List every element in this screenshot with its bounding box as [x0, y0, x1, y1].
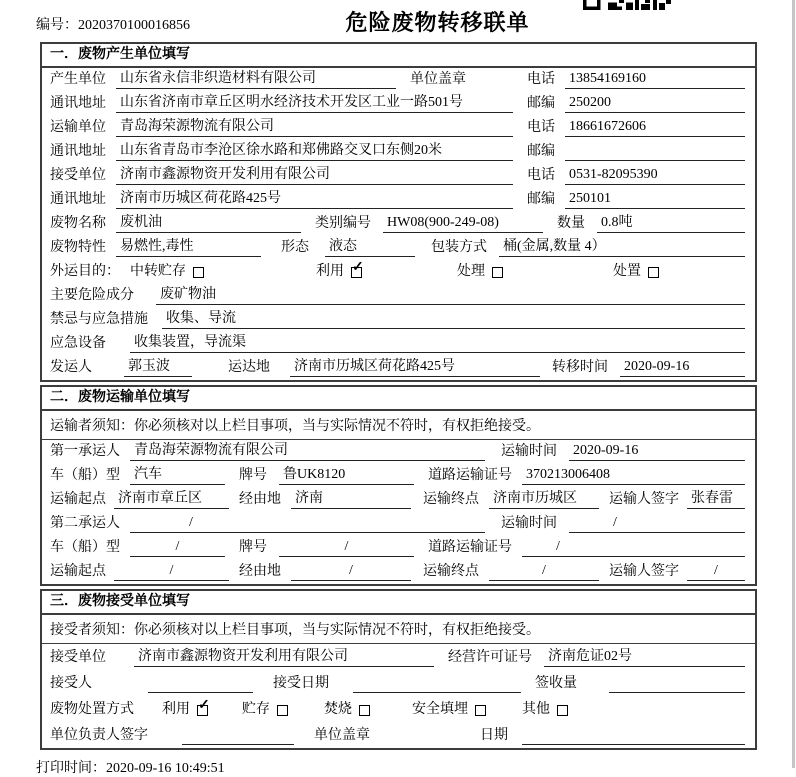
transporter-value-field: 青岛海荣源物流有限公司: [116, 117, 513, 137]
print-time-label: 打印时间：: [36, 761, 106, 776]
address-label: 通讯地址: [50, 96, 106, 111]
receive-unit-label: 接受单位: [50, 650, 106, 665]
end-label: 运输终点: [423, 564, 479, 579]
via-label: 经由地: [239, 492, 281, 507]
received-amount-field: [609, 674, 745, 693]
road2-field: /: [522, 537, 745, 557]
vehicle1-row: [42, 464, 755, 488]
category-label: 类别编号: [315, 216, 371, 231]
sign1-field: 张春雷: [687, 489, 745, 509]
waste-character-row: [42, 236, 755, 260]
carrier1-row: [42, 440, 755, 464]
option-label: 中转贮存: [130, 264, 186, 279]
disposal-option-utilize: [162, 700, 208, 719]
leader-sign-field: [182, 726, 294, 745]
equipment-label: 应急设备: [50, 336, 106, 351]
received-amount-label: 签收量: [535, 676, 577, 691]
quantity-field: 0.8吨: [597, 213, 745, 233]
transporter-postcode-field: [565, 142, 745, 161]
checkbox-icon: [277, 705, 288, 716]
disposal-option-other: [522, 700, 568, 719]
taboo-field: 收集、导流: [162, 309, 745, 329]
option-label: 利用: [162, 702, 190, 717]
check-mark-icon: ✓: [198, 698, 210, 713]
postcode-label: 邮编: [527, 192, 555, 207]
producer-phone-field: 13854169160: [565, 69, 745, 89]
purpose-option-treat: [457, 262, 503, 281]
checkbox-icon: [648, 267, 659, 278]
receiver-postcode-field: 250101: [565, 189, 745, 209]
road-license-label: 道路运输证号: [428, 468, 512, 483]
disposal-label: 废物处置方式: [50, 702, 134, 717]
road1-field: 370213006408: [522, 465, 745, 485]
leader-sign-label: 单位负责人签字: [50, 728, 148, 743]
transporter-notice: 运输者须知：你必须核对以上栏目事项，当与实际情况不符时，有权拒绝接受。: [42, 411, 755, 440]
carrier2-label: 第二承运人: [50, 516, 120, 531]
hazard-field: 废矿物油: [156, 285, 745, 305]
option-label: 处置: [613, 264, 641, 279]
print-time: [36, 757, 796, 777]
transport-time2-field: /: [569, 513, 745, 533]
option-label: 贮存: [242, 702, 270, 717]
packing-field: 桶(金属,数量 4）: [499, 237, 745, 257]
option-label: 焚烧: [324, 702, 352, 717]
plate-label: 牌号: [239, 540, 267, 555]
shipper-field: 郭玉波: [124, 357, 192, 377]
purpose-option-utilize: [316, 262, 362, 281]
form-field: 液态: [325, 237, 415, 257]
option-label: 安全填埋: [412, 702, 468, 717]
print-time-value: 2020-09-16 10:49:51: [106, 761, 225, 776]
purpose-option-dispose: [613, 262, 659, 281]
phone-label: 电话: [527, 72, 555, 87]
checkbox-icon: [492, 267, 503, 278]
recipient-label: 接受人: [50, 676, 92, 691]
unit-seal-label: 单位盖章: [314, 728, 370, 743]
section-producer: [40, 42, 757, 382]
checkbox-icon: [557, 705, 568, 716]
disposal-option-incinerate: [324, 700, 370, 719]
vehicle-type-label: 车（船）型: [50, 540, 120, 555]
plate1-field: 鲁UK8120: [279, 465, 414, 485]
destination-field: 济南市历城区荷花路425号: [290, 357, 540, 377]
transporter-address-row: [42, 140, 755, 164]
sign-label: 运输人签字: [609, 564, 679, 579]
phone-label: 电话: [527, 168, 555, 183]
category-field: HW08(900-249-08): [383, 213, 543, 233]
receive-unit-row: [42, 644, 755, 670]
origin2-field: /: [114, 561, 229, 581]
recipient-field: [148, 674, 253, 693]
phone-label: 电话: [527, 120, 555, 135]
end1-field: 济南市历城区: [489, 489, 599, 509]
transporter-phone-field: 18661672606: [565, 117, 745, 137]
equipment-row: [42, 332, 755, 356]
transporter-row: [42, 116, 755, 140]
receiver-address-field: 济南市历城区荷花路425号: [116, 189, 513, 209]
character-field: 易燃性,毒性: [116, 237, 261, 257]
transport-time-label: 运输时间: [501, 444, 557, 459]
origin-label: 运输起点: [50, 564, 106, 579]
packing-label: 包装方式: [431, 240, 487, 255]
checkbox-icon: [475, 705, 486, 716]
transfer-time-field: 2020-09-16: [620, 357, 745, 377]
transporter-label: 运输单位: [50, 120, 106, 135]
serial-label: 编号：: [36, 18, 78, 33]
transport-time-label: 运输时间: [501, 516, 557, 531]
producer-value-field: 山东省永信非织造材料有限公司: [116, 69, 396, 89]
purpose-row: [42, 260, 755, 284]
transfer-time-label: 转移时间: [552, 360, 608, 375]
receiver-value-field: 济南市鑫源物资开发利用有限公司: [116, 165, 513, 185]
section-receiver: [40, 589, 757, 750]
receive-unit-field: 济南市鑫源物资开发利用有限公司: [134, 647, 434, 667]
checkbox-icon: [351, 260, 364, 278]
waste-name-field: 废机油: [116, 213, 301, 233]
vehicle-type-label: 车（船）型: [50, 468, 120, 483]
page-title: 危险废物转移联单: [345, 10, 530, 35]
receiver-notice: 接受者须知：你必须核对以上栏目事项，当与实际情况不符时，有权拒绝接受。: [42, 615, 755, 644]
equipment-field: 收集装置，导流渠: [130, 333, 745, 353]
receiver-address-row: [42, 188, 755, 212]
hazard-label: 主要危险成分: [50, 288, 134, 303]
shipper-row: [42, 356, 755, 380]
hazard-row: [42, 284, 755, 308]
producer-label: 产生单位: [50, 72, 106, 87]
taboo-row: [42, 308, 755, 332]
plate2-field: /: [279, 537, 414, 557]
permit-label: 经营许可证号: [448, 650, 532, 665]
vehicle2-field: /: [130, 537, 225, 557]
date-label: 日期: [480, 728, 508, 743]
origin-label: 运输起点: [50, 492, 106, 507]
sign-label: 运输人签字: [609, 492, 679, 507]
destination-label: 运达地: [228, 360, 270, 375]
section-producer-title: 一．废物产生单位填写: [42, 44, 755, 68]
option-label: 其他: [522, 702, 550, 717]
section-transporter-title: 二．废物运输单位填写: [42, 387, 755, 411]
permit-field: 济南危证02号: [544, 647, 745, 667]
purpose-option-transfer: [130, 262, 204, 281]
receiver-row: [42, 164, 755, 188]
leader-sign-row: [42, 722, 755, 748]
receiver-label: 接受单位: [50, 168, 106, 183]
origin1-field: 济南市章丘区: [114, 489, 229, 509]
producer-address-field: 山东省济南市章丘区明水经济技术开发区工业一路501号: [116, 93, 513, 113]
checkbox-icon: [359, 705, 370, 716]
vehicle1-field: 汽车: [130, 465, 225, 485]
sign2-field: /: [687, 561, 745, 581]
serial-value: 2020370100016856: [78, 18, 190, 33]
disposal-option-store: [242, 700, 288, 719]
quantity-label: 数量: [557, 216, 585, 231]
page-edge-divider: [792, 0, 795, 768]
shipper-label: 发运人: [50, 360, 92, 375]
document-header: [0, 0, 796, 42]
address-label: 通讯地址: [50, 192, 106, 207]
transporter-address-field: 山东省青岛市李沧区徐水路和郑佛路交叉口东侧20米: [116, 141, 513, 161]
section-receiver-title: 三．废物接受单位填写: [42, 591, 755, 615]
checkbox-icon: [197, 698, 210, 716]
route1-row: [42, 488, 755, 512]
road-license-label: 道路运输证号: [428, 540, 512, 555]
postcode-label: 邮编: [527, 96, 555, 111]
producer-address-row: [42, 92, 755, 116]
carrier1-label: 第一承运人: [50, 444, 120, 459]
postcode-label: 邮编: [527, 144, 555, 159]
end2-field: /: [489, 561, 599, 581]
disposal-option-landfill: [412, 700, 486, 719]
waste-name-row: [42, 212, 755, 236]
end-label: 运输终点: [423, 492, 479, 507]
carrier2-row: [42, 512, 755, 536]
carrier2-field: /: [130, 513, 485, 533]
checkbox-icon: [193, 267, 204, 278]
route2-row: [42, 560, 755, 584]
transport-time1-field: 2020-09-16: [569, 441, 745, 461]
via1-field: 济南: [291, 489, 411, 509]
qr-code-fragment: [583, 0, 671, 10]
unit-seal-label: 单位盖章: [410, 72, 466, 87]
date-field: [522, 726, 745, 745]
via-label: 经由地: [239, 564, 281, 579]
check-mark-icon: ✓: [352, 260, 364, 275]
taboo-label: 禁忌与应急措施: [50, 312, 148, 327]
vehicle2-row: [42, 536, 755, 560]
disposal-row: [42, 696, 755, 722]
section-transporter: [40, 385, 757, 586]
purpose-label: 外运目的：: [50, 264, 120, 279]
option-label: 利用: [316, 264, 344, 279]
address-label: 通讯地址: [50, 144, 106, 159]
receive-date-field: [353, 674, 521, 693]
option-label: 处理: [457, 264, 485, 279]
waste-name-label: 废物名称: [50, 216, 106, 231]
recipient-row: [42, 670, 755, 696]
producer-postcode-field: 250200: [565, 93, 745, 113]
receiver-phone-field: 0531-82095390: [565, 165, 745, 185]
character-label: 废物特性: [50, 240, 106, 255]
carrier1-field: 青岛海荣源物流有限公司: [130, 441, 485, 461]
receive-date-label: 接受日期: [273, 676, 329, 691]
plate-label: 牌号: [239, 468, 267, 483]
via2-field: /: [291, 561, 411, 581]
producer-row: [42, 68, 755, 92]
form-label: 形态: [281, 240, 309, 255]
